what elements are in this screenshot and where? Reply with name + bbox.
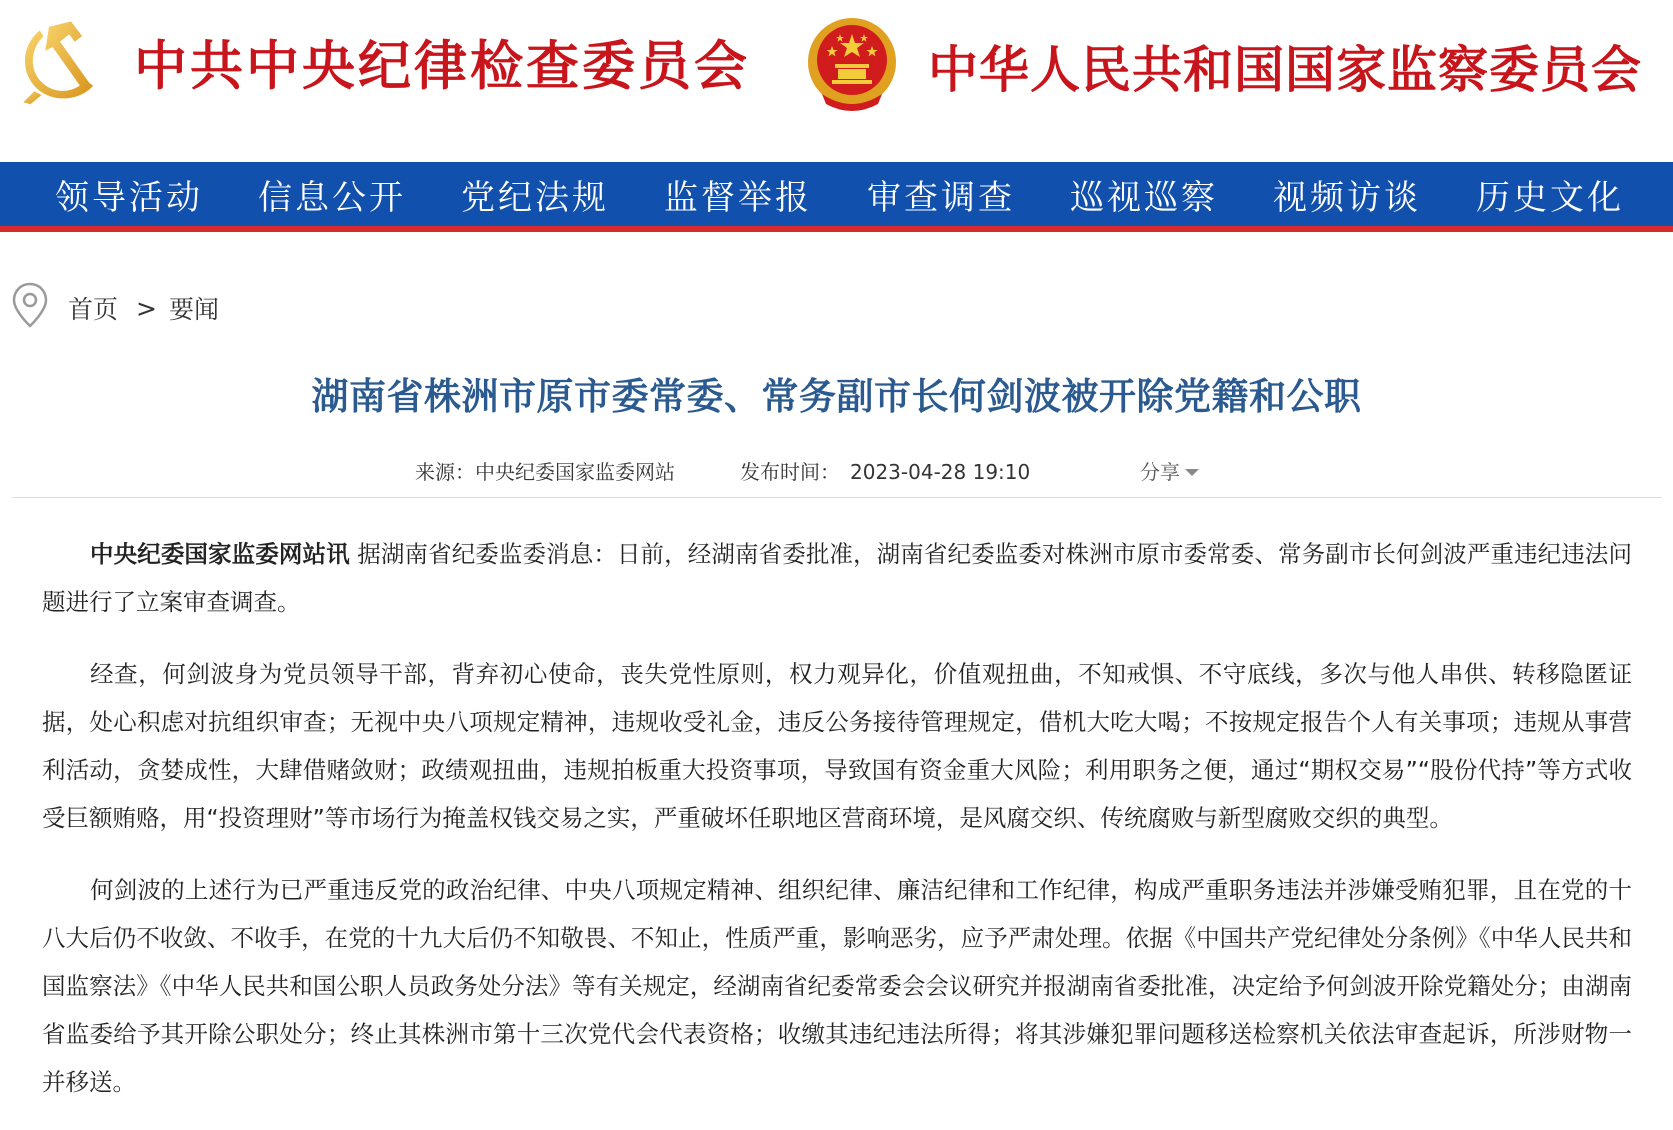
nav-item-regulations[interactable]: 党纪法规 xyxy=(461,178,609,218)
nsc-brand[interactable] xyxy=(802,14,1642,118)
article-paragraph xyxy=(42,530,1632,626)
article-source: 来源：中央纪委国家监委网站 xyxy=(415,460,675,484)
breadcrumb-current[interactable]: 要闻 xyxy=(168,295,219,324)
party-emblem-icon xyxy=(14,14,106,110)
article-body xyxy=(42,530,1632,1130)
article-lead: 中央纪委国家监委网站讯 xyxy=(90,540,350,568)
publish-time-label: 发布时间： xyxy=(740,460,840,484)
publish-time-value: 2023-04-28 19:10 xyxy=(850,460,1031,484)
breadcrumb-home-link[interactable]: 首页 xyxy=(68,295,119,324)
article-title: 湖南省株洲市原市委常委、常务副市长何剑波被开除党籍和公职 xyxy=(311,375,1362,418)
nav-item-report[interactable]: 监督举报 xyxy=(664,178,812,218)
share-dropdown[interactable] xyxy=(1140,456,1199,485)
nav-item-history[interactable]: 历史文化 xyxy=(1476,178,1624,218)
location-pin-icon xyxy=(12,282,48,334)
article-paragraph: 经查，何剑波身为党员领导干部，背弃初心使命，丧失党性原则，权力观异化，价值观扭曲，不知戒惧、不守底线，多次与他人串供、转移隐匿证据，处心积虑对抗组织审查；无视中央八项规定精神，违规收受礼金，违反公务接待管理规定，借机大吃大喝；不按规定报告个人有关事项；违规从事营利活动，贪婪成性，大肆借赌敛财；政绩观扭曲，违规拍板重大投资事项，导致国有资金重大风险；利用职务之便，通过“期权交易”“股份代持”等方式收受巨额贿赂，用“投资理财”等市场行为掩盖权钱交易之实，严重破坏任职地区营商环境，是风腐交织、传统腐败与新型腐败交织的典型。 xyxy=(42,660,1632,832)
caret-down-icon xyxy=(1185,469,1199,476)
article-paragraph: 何剑波的上述行为已严重违反党的政治纪律、中央八项规定精神、组织纪律、廉洁纪律和工作纪律，构成严重职务违法并涉嫌受贿犯罪，且在党的十八大后仍不收敛、不收手，在党的十九大后仍不知敬畏、不知止，性质严重，影响恶劣，应予严肃处理。依据《中国共产党纪律处分条例》《中华人民共和国监察法》《中华人民共和国公职人员政务处分法》等有关规定，经湖南省纪委常委会会议研究并报湖南省委批准，决定给予何剑波开除党籍处分；由湖南省监委给予其开除公职处分；终止其株洲市第十三次党代会代表资格；收缴其违纪违法所得；将其涉嫌犯罪问题移送检察机关依法审查起诉，所涉财物一并移送。 xyxy=(42,876,1632,1096)
meta-divider xyxy=(12,497,1662,498)
site-header xyxy=(0,0,1673,162)
breadcrumb xyxy=(12,282,219,334)
article-meta xyxy=(0,456,1673,486)
national-emblem-icon xyxy=(802,14,902,118)
nav-item-investigation[interactable]: 审查调查 xyxy=(867,178,1015,218)
ccdi-brand[interactable] xyxy=(14,14,750,110)
nsc-title: 中华人民共和国国家监察委员会 xyxy=(928,40,1642,99)
breadcrumb-separator: > xyxy=(136,293,157,323)
ccdi-title: 中共中央纪律检查委员会 xyxy=(134,35,750,97)
article-publish-time xyxy=(740,456,1030,485)
main-nav xyxy=(0,162,1673,232)
nav-item-video[interactable]: 视频访谈 xyxy=(1273,178,1421,218)
nav-item-info-disclosure[interactable]: 信息公开 xyxy=(258,178,406,218)
nav-item-inspection[interactable]: 巡视巡察 xyxy=(1070,178,1218,218)
article-paragraph-text: 据湖南省纪委监委消息：日前，经湖南省委批准，湖南省纪委监委对株洲市原市委常委、常务副市长何剑波严重违纪违法问题进行了立案审查调查。 xyxy=(42,540,1632,616)
nav-item-leadership[interactable]: 领导活动 xyxy=(55,178,203,218)
share-label: 分享 xyxy=(1140,460,1180,484)
